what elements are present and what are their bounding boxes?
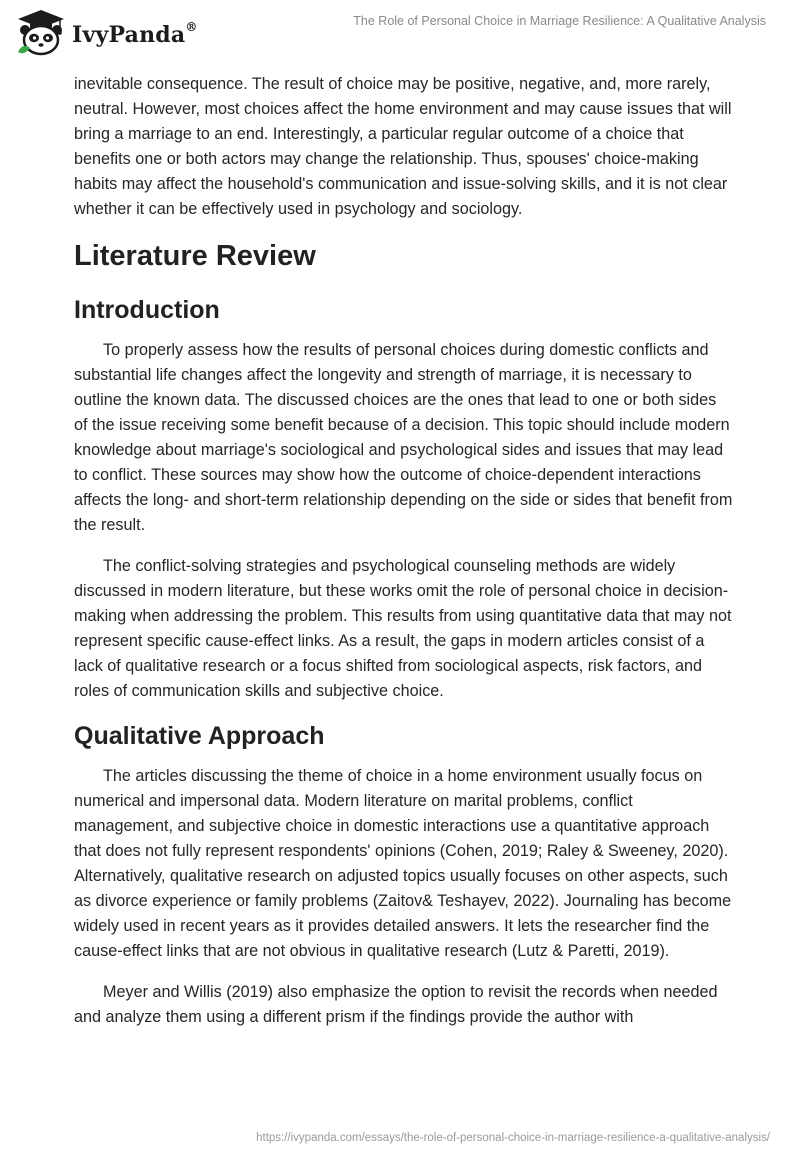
source-url[interactable]: https://ivypanda.com/essays/the-role-of-personal-choice-in-marriage-resilience-a-qualitative-analysis/ (256, 1132, 770, 1144)
brand-name: IvyPanda® (72, 20, 198, 48)
panda-icon (14, 8, 68, 58)
paragraph-continuation: inevitable consequence. The result of choice may be positive, negative, and, more rarely, neutral. However, most choices affect the home environment and may cause issues that will bring a marriage to an end. Interestingly, a particular regular outcome of a choice that benefits one or both actors may change the relationship. Thus, spouses' choice-making habits may affect the household's communication and issue-solving skills, and it is not clear whether it can be effectively used in psychology and sociology. (74, 75, 732, 218)
paragraph-qualitative-1: The articles discussing the theme of choice in a home environment usually focus on numerical and impersonal data. Modern literature on marital problems, conflict management, and subjective choice in domestic interactions use a quantitative approach that does not fully represent respondents' opinions (Cohen, 2019; Raley & Sweeney, 2020). Alternatively, qualitative research on adjusted topics usually focuses on other aspects, such as divorce experience or family problems (Zaitov& Teshayev, 2022). Journaling has become widely used in recent years as it provides detailed answers. It lets the researcher find the cause-effect links that are not obvious in qualitative research (Lutz & Paretti, 2019). (74, 767, 732, 960)
paragraph-qualitative-2: Meyer and Willis (2019) also emphasize the option to revisit the records when needed and analyze them using a different prism if the findings provide the author with (74, 983, 718, 1026)
document-title: The Role of Personal Choice in Marriage Resilience: A Qualitative Analysis (353, 14, 766, 28)
paragraph-introduction-1: To properly assess how the results of personal choices during domestic conflicts and substantial life changes affect the longevity and strength of marriage, it is necessary to outline the known data. The discussed choices are the ones that lead to one or both sides of the issue receiving some benefit because of a decision. This topic should include modern knowledge about marriage's sociological and psychological sides and issues that may lead to conflict. These sources may show how the outcome of choice-dependent interactions affects the long- and short-term relationship depending on the side or sides that benefit from the result. (74, 341, 733, 534)
paragraph-introduction-2: The conflict-solving strategies and psychological counseling methods are widely discussed in modern literature, but these works omit the role of personal choice in decision-making when addressing the problem. This results from using quantitative data that may not represent specific cause-effect links. As a result, the gaps in modern articles consist of a lack of qualitative research or a focus shifted from sociological aspects, risk factors, and roles of communication skills and subjective choice. (74, 557, 732, 700)
ivypanda-logo[interactable] (14, 8, 198, 58)
heading-qualitative-approach: Qualitative Approach (74, 722, 325, 750)
heading-introduction: Introduction (74, 296, 220, 324)
heading-literature-review: Literature Review (74, 240, 316, 272)
page-header (0, 0, 800, 70)
registered-mark: ® (185, 20, 198, 34)
essay-body (74, 72, 734, 1046)
